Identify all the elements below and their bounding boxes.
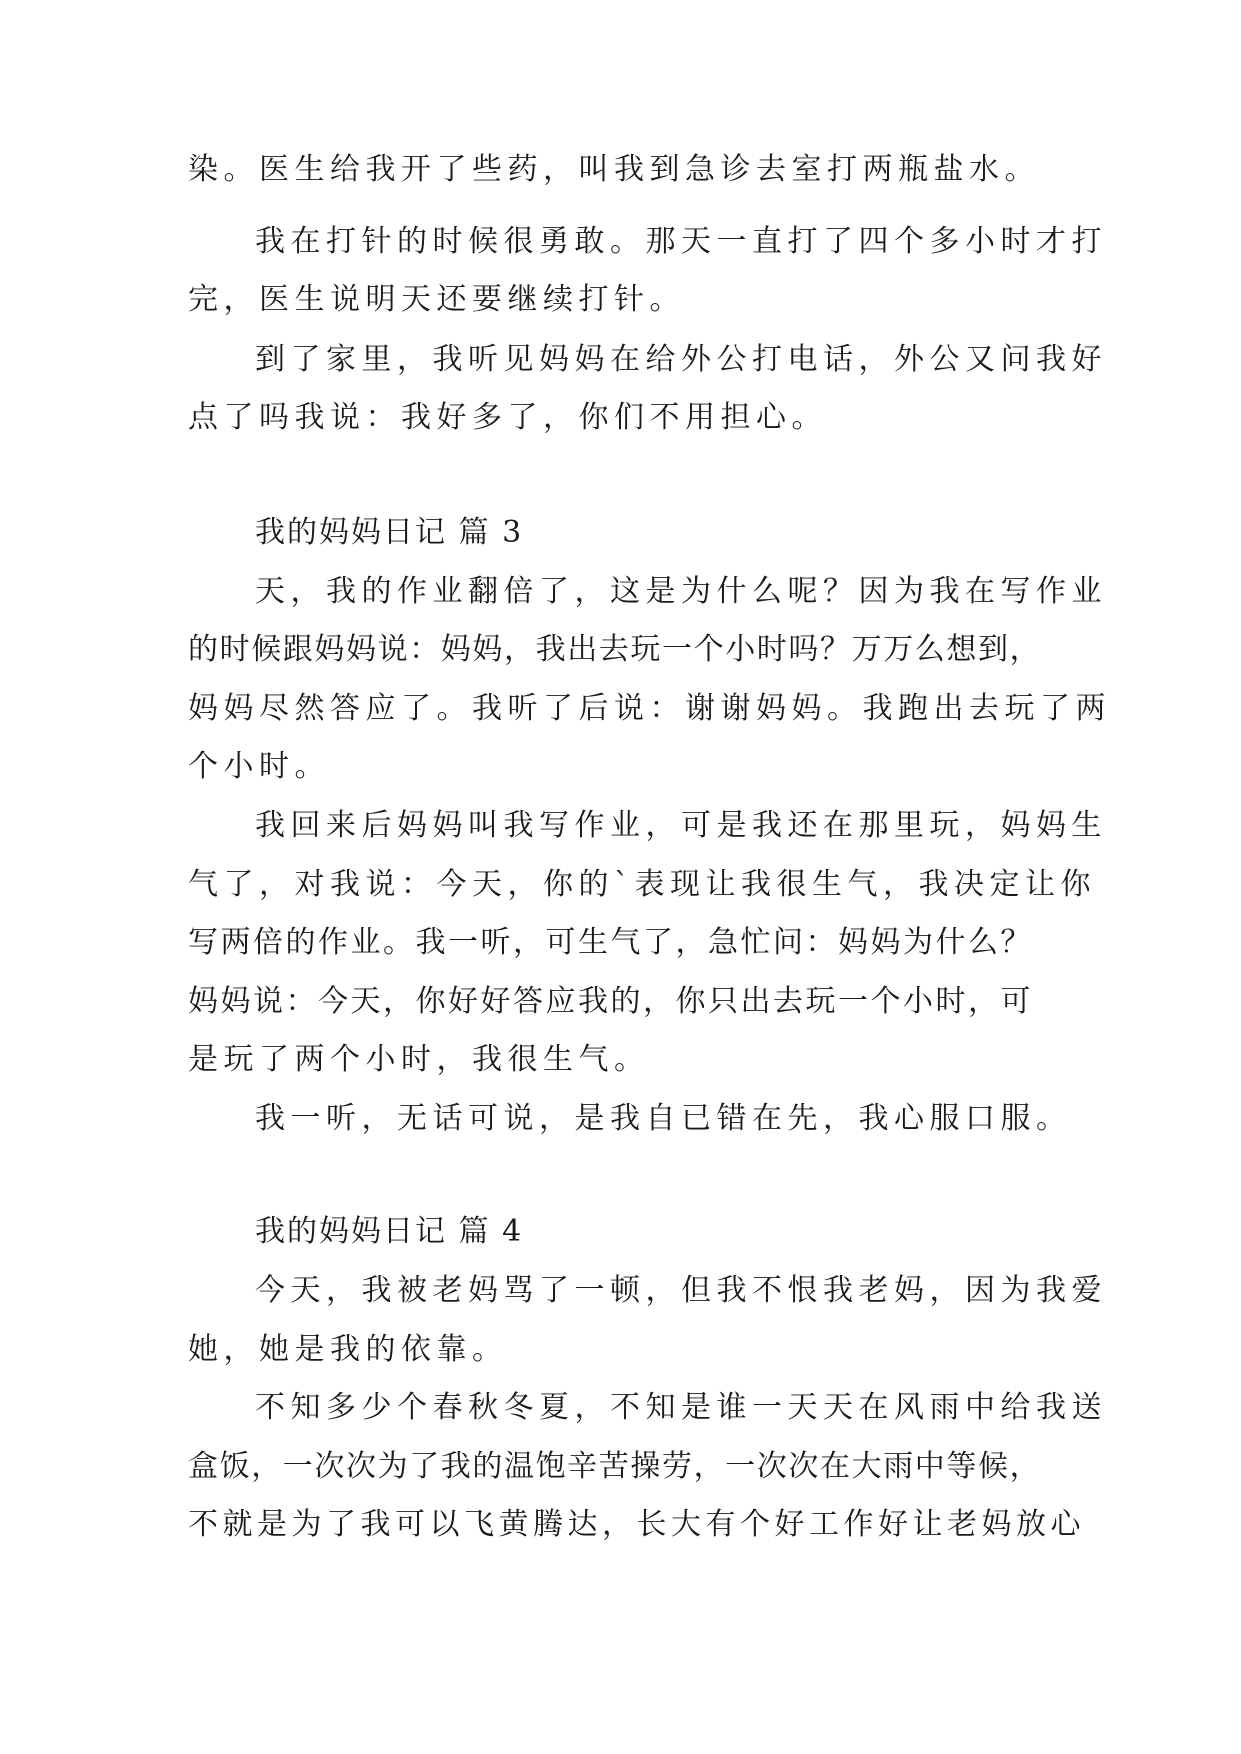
paragraph-line: 气了，对我说：今天，你的`表现让我很生气，我决定让你 [188, 867, 1096, 902]
paragraph-line: 点了吗我说：我好多了，你们不用担心。 [188, 400, 827, 435]
paragraph-line: 写两倍的作业。我一听，可生气了，急忙问：妈妈为什么？ [188, 925, 1033, 960]
paragraph-line: 染。医生给我开了些药，叫我到急诊去室打两瓶盐水。 [188, 152, 1040, 187]
section-heading: 我的妈妈日记 篇 3 [255, 515, 524, 550]
paragraph-line: 天，我的作业翻倍了，这是为什么呢？因为我在写作业 [255, 574, 1107, 609]
paragraph-line: 不就是为了我可以飞黄腾达，长大有个好工作好让老妈放心 [188, 1507, 1085, 1542]
paragraph-line: 到了家里，我听见妈妈在给外公打电话，外公又问我好 [255, 342, 1107, 377]
section-heading: 我的妈妈日记 篇 4 [255, 1214, 524, 1249]
paragraph-line: 妈妈说：今天，你好好答应我的，你只出去玩一个小时，可 [188, 984, 1033, 1019]
paragraph-line: 今天，我被老妈骂了一顿，但我不恨我老妈，因为我爱 [255, 1273, 1107, 1308]
paragraph-line: 我回来后妈妈叫我写作业，可是我还在那里玩，妈妈生 [255, 808, 1107, 843]
paragraph-line: 我一听，无话可说，是我自已错在先，我心服口服。 [255, 1101, 1072, 1136]
paragraph-line: 的时候跟妈妈说：妈妈，我出去玩一个小时吗？万万么想到， [188, 632, 1042, 667]
paragraph-line: 不知多少个春秋冬夏，不知是谁一天天在风雨中给我送 [255, 1390, 1107, 1425]
paragraph-line: 完，医生说明天还要继续打针。 [188, 282, 685, 317]
paragraph-line: 盒饭，一次次为了我的温饱辛苦操劳，一次次在大雨中等候， [188, 1449, 1042, 1484]
paragraph-line: 我在打针的时候很勇敢。那天一直打了四个多小时才打 [255, 224, 1107, 259]
paragraph-line: 个小时。 [188, 749, 330, 784]
paragraph-line: 是玩了两个小时，我很生气。 [188, 1042, 650, 1077]
paragraph-line: 妈妈尽然答应了。我听了后说：谢谢妈妈。我跑出去玩了两 [188, 691, 1111, 726]
paragraph-line: 她，她是我的依靠。 [188, 1332, 508, 1367]
